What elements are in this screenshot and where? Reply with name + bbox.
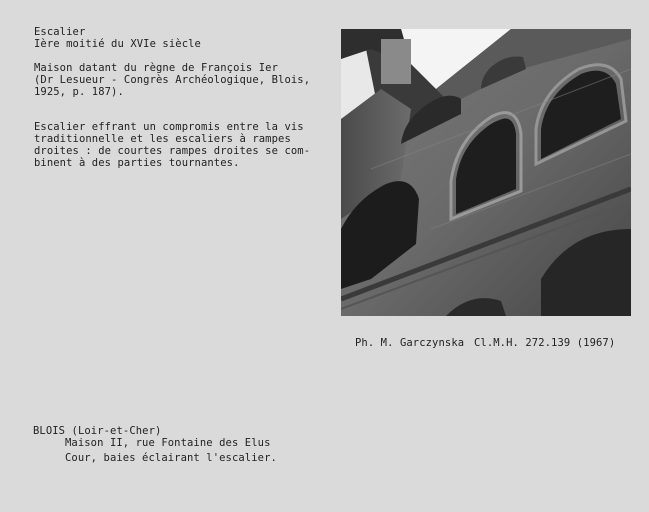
photo-reference: Cl.M.H. 272.139 (1967) — [474, 337, 616, 349]
location-address: Maison II, rue Fontaine des Elus — [65, 437, 271, 449]
description-line-4: binent à des parties tournantes. — [34, 157, 240, 169]
history-line-2: (Dr Lesueur - Congrès Archéologique, Blois, — [34, 74, 311, 86]
history-line-1: Maison datant du règne de François Ier — [34, 62, 279, 74]
description-line-3: droites : de courtes rampes droites se com- — [34, 145, 311, 157]
photographer-credit: Ph. M. Garczynska — [355, 337, 465, 349]
description-line-1: Escalier effrant un compromis entre la vis — [34, 121, 304, 133]
history-line-3: 1925, p. 187). — [34, 86, 124, 98]
description-line-2: traditionnelle et les escaliers à rampes — [34, 133, 291, 145]
date-line: Ière moitié du XVIe siècle — [34, 38, 201, 50]
photo-illustration — [341, 29, 631, 316]
location-city: BLOIS (Loir-et-Cher) — [33, 425, 162, 437]
staircase-photograph — [341, 29, 631, 316]
location-caption: Cour, baies éclairant l'escalier. — [65, 452, 277, 464]
subject-title: Escalier — [34, 26, 86, 38]
